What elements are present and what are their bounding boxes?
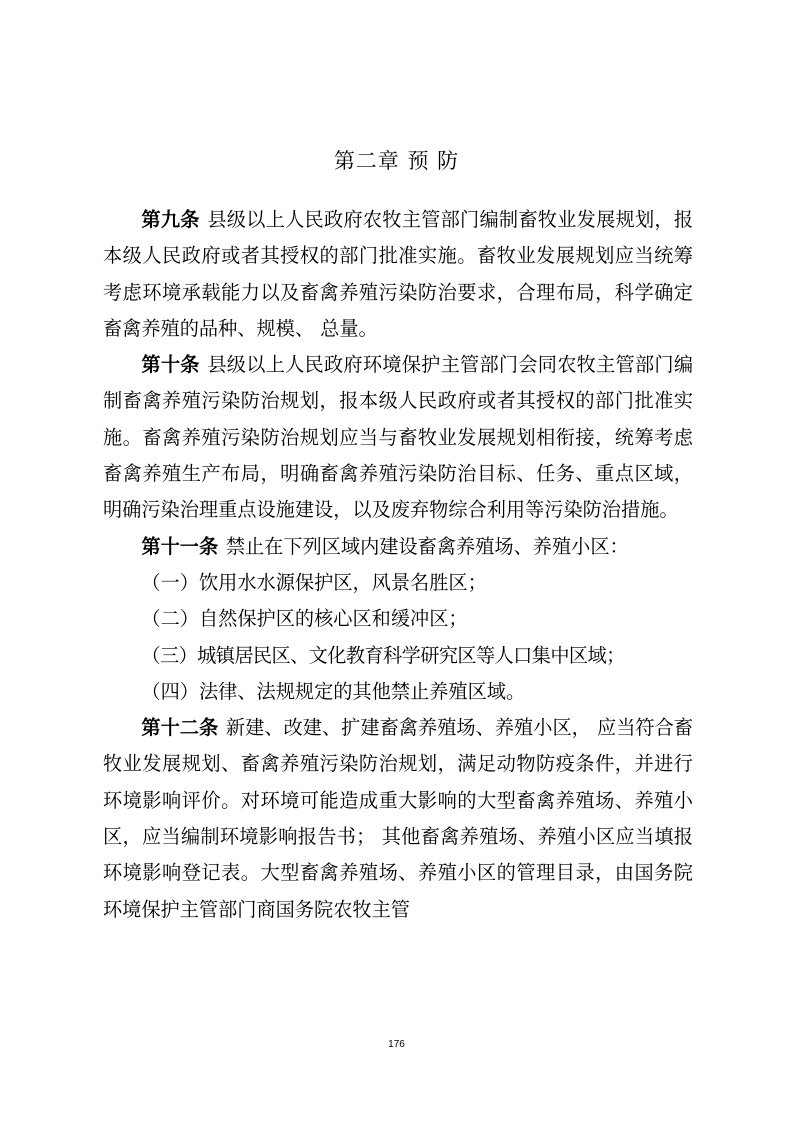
article-10 xyxy=(103,347,693,528)
article-label: 第十二条 xyxy=(141,716,219,740)
article-text: 新建、改建、扩建畜禽养殖场、养殖小区， 应当符合畜牧业发展规划、畜禽养殖污染防治规划，满足动物防疫条件，并进行环境影响评价。对环境可能造成重大影响的大型畜禽养殖场、养殖小区，应当编制环境影响报告书； 其他畜禽养殖场、养殖小区应当填报环境影响登记表。大型畜禽养殖场、养殖小区的管理目录，由国务院环境保护主管部门商国务院农牧主管 xyxy=(103,716,693,921)
page-number: 176 xyxy=(388,1039,405,1050)
list-item: （一）饮用水水源保护区，风景名胜区； xyxy=(141,570,487,594)
article-label: 第九条 xyxy=(141,208,200,231)
list-item: （四）法律、法规规定的其他禁止养殖区域。 xyxy=(141,679,526,703)
article-label: 第十一条 xyxy=(141,534,219,558)
article-label: 第十条 xyxy=(141,353,200,377)
list-item: （二）自然保护区的核心区和缓冲区； xyxy=(141,607,468,631)
article-text: 县级以上人民政府农牧主管部门编制畜牧业发展规划，报本级人民政府或者其授权的部门批准实施。畜牧业发展规划应当统筹考虑环境承载能力以及畜禽养殖污染防治要求，合理布局，科学确定畜禽养殖的品种、规模、 总量。 xyxy=(103,208,694,340)
article-text: 禁止在下列区域内建设畜禽养殖场、养殖小区： xyxy=(225,534,629,558)
article-text: 县级以上人民政府环境保护主管部门会同农牧主管部门编制畜禽养殖污染防治规划，报本级人民政府或者其授权的部门批准实施。畜禽养殖污染防治规划应当与畜牧业发展规划相衔接，统筹考虑畜禽养殖生产布局，明确畜禽养殖污染防治目标、任务、重点区域，明确污染治理重点设施建设，以及废弃物综合利用等污染防治措施。 xyxy=(103,353,694,522)
list-item: （三）城镇居民区、文化教育科学研究区等人口集中区域； xyxy=(141,643,625,667)
article-11 xyxy=(103,529,693,565)
document-body xyxy=(103,202,693,928)
chapter-title: 第二章 预 防 xyxy=(333,149,460,173)
article-9 xyxy=(103,202,693,347)
article-12 xyxy=(103,710,693,928)
